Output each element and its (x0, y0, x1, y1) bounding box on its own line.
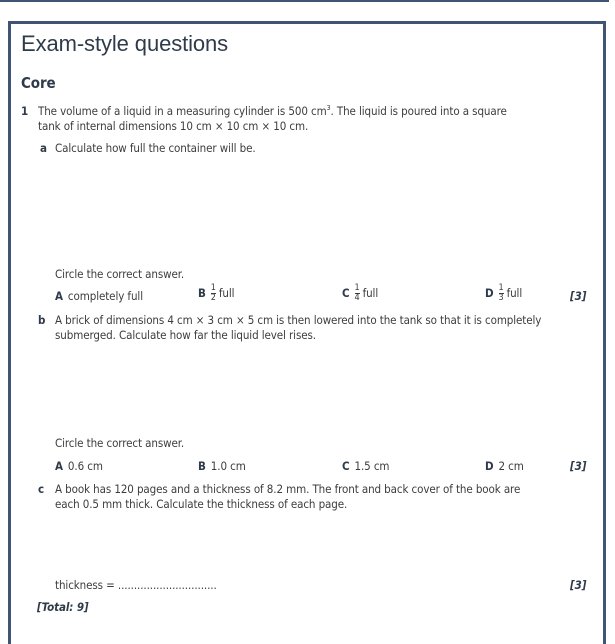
option-b[interactable] (198, 284, 234, 303)
part-b-text-line2: submerged. Calculate how far the liquid level rises. (55, 328, 316, 342)
option-text: 1.0 cm (210, 459, 246, 473)
part-b-text-line1: A brick of dimensions 4 cm × 3 cm × 5 cm is then lowered into the tank so that it is completely (55, 313, 542, 327)
fraction: $\frac{1}{4}$ (354, 283, 360, 303)
option-d[interactable] (485, 459, 524, 473)
option-a[interactable] (55, 459, 103, 473)
option-c[interactable] (342, 459, 389, 473)
option-d[interactable] (485, 284, 522, 303)
option-text: full (506, 286, 523, 300)
part-a-text: Calculate how full the container will be. (55, 141, 256, 155)
fraction: $\frac{1}{3}$ (498, 283, 504, 303)
option-letter: B (198, 459, 206, 473)
q1-text-b: . The liquid is poured into a square (330, 104, 507, 118)
part-c-text-line2: each 0.5 mm thick. Calculate the thickness of each page. (55, 497, 348, 511)
part-b-marks: [3] (570, 459, 587, 473)
question-number: 1 (21, 104, 29, 118)
answer-label: thickness = (55, 578, 118, 592)
option-letter: A (55, 289, 63, 303)
fraction: $\frac{1}{2}$ (210, 283, 216, 303)
part-label: a (40, 141, 47, 155)
part-c-label: c (38, 482, 45, 496)
option-letter: C (342, 286, 350, 300)
part-a-marks: [3] (570, 289, 587, 303)
option-text: full (218, 286, 235, 300)
top-rule (0, 0, 609, 2)
option-letter: B (198, 286, 206, 300)
option-letter: D (485, 286, 494, 300)
section-heading: Core (21, 74, 56, 92)
part-b-instruction: Circle the correct answer. (55, 436, 185, 450)
option-c[interactable] (342, 284, 378, 303)
question-1-text (38, 104, 507, 118)
question-1-number (21, 104, 28, 118)
question-1-text-line2: tank of internal dimensions 10 cm × 10 cm × 10 cm. (38, 119, 309, 133)
option-letter: A (55, 459, 63, 473)
option-b[interactable] (198, 459, 246, 473)
option-text: completely full (67, 289, 143, 303)
option-text: 0.6 cm (67, 459, 103, 473)
answer-blank[interactable]: ............................... (117, 578, 217, 592)
option-a[interactable] (55, 289, 143, 303)
option-letter: D (485, 459, 494, 473)
q1-text-a: The volume of a liquid in a measuring cylinder is 500 cm (38, 104, 327, 118)
option-text: 2 cm (498, 459, 524, 473)
part-c-text-line1: A book has 120 pages and a thickness of 8.2 mm. The front and back cover of the book are (55, 482, 521, 496)
part-c-marks: [3] (570, 578, 587, 592)
option-text: full (362, 286, 379, 300)
part-b-label: b (38, 313, 46, 327)
page-title: Exam-style questions (21, 31, 229, 56)
part-a-instruction: Circle the correct answer. (55, 267, 185, 281)
thickness-answer-field[interactable] (55, 578, 217, 592)
q1-sup: 3 (326, 104, 331, 113)
part-a-label (40, 141, 47, 155)
option-text: 1.5 cm (354, 459, 390, 473)
option-letter: C (342, 459, 350, 473)
total-marks: [Total: 9] (37, 600, 89, 614)
